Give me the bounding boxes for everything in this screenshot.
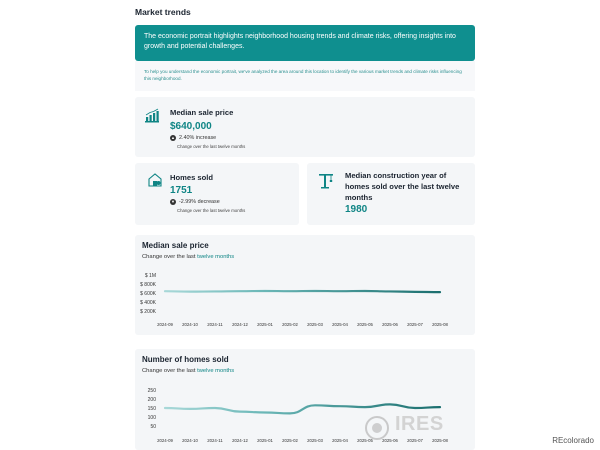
median-price-line-chart: [135, 235, 475, 335]
sold-x-tick-label: 2025-06: [382, 438, 398, 443]
sold-y-tick-label: 50: [150, 423, 156, 430]
price-x-tick-label: 2025-02: [282, 322, 298, 327]
median-price-sub: Change over the last twelve months: [177, 144, 246, 149]
median-price-chart-title: Median sale price: [142, 241, 209, 250]
sold-x-tick-label: 2024-10: [182, 438, 198, 443]
price-y-tick-label: $ 1M: [144, 272, 156, 279]
sold-x-tick-label: 2025-04: [332, 438, 348, 443]
sold-x-tick-label: 2025-07: [407, 438, 423, 443]
price-x-tick-label: 2024-11: [207, 322, 223, 327]
price-x-tick-label: 2025-04: [332, 322, 348, 327]
sold-x-tick-label: 2025-02: [282, 438, 298, 443]
homes-sold-change-text: -2.99% decrease: [179, 199, 220, 205]
homes-sold-chart-sub-accent: twelve months: [197, 368, 235, 374]
median-price-chart-sub-prefix: Change over the last: [142, 254, 198, 260]
price-y-tick-label: $ 800K: [140, 281, 156, 288]
homes-sold-label: Homes sold: [170, 173, 214, 182]
homes-sold-chart-title: Number of homes sold: [142, 355, 229, 364]
price-x-tick-label: 2025-01: [257, 322, 273, 327]
sold-x-tick-label: 2025-08: [432, 438, 448, 443]
homes-sold-sub: Change over the last twelve months: [177, 208, 246, 213]
median-price-chart-sub-accent: twelve months: [197, 254, 235, 260]
credit-text: REcolorado: [552, 436, 594, 445]
info-banner: The economic portrait highlights neighborhood housing trends and climate risks, offering insights into growth and potential challenges.: [135, 25, 475, 61]
sold-x-tick-label: 2024-12: [232, 438, 248, 443]
construction-year-label-3: months: [345, 193, 373, 202]
median-price-chart-card: [135, 235, 475, 335]
trend-down-icon: ▼: [171, 199, 175, 204]
section-title: Market trends: [135, 7, 191, 17]
homes-sold-chart-sub-prefix: Change over the last: [142, 368, 198, 374]
price-x-tick-label: 2025-06: [382, 322, 398, 327]
ires-watermark: [365, 412, 480, 440]
crane-icon: [318, 171, 334, 189]
price-y-tick-label: $ 400K: [140, 299, 156, 306]
trend-up-icon: ▲: [171, 135, 175, 140]
construction-year-label-2: homes sold over the last twelve: [345, 182, 460, 191]
sold-x-tick-label: 2025-01: [257, 438, 273, 443]
price-x-tick-label: 2025-05: [357, 322, 373, 327]
sold-y-tick-label: 200: [147, 396, 156, 403]
construction-year-label-1: Median construction year of: [345, 171, 447, 180]
ires-logo-icon: [365, 416, 389, 440]
median-price-card: [135, 97, 475, 157]
price-x-tick-label: 2024-09: [157, 322, 173, 327]
construction-year-card: [307, 163, 475, 225]
price-x-tick-label: 2024-10: [182, 322, 198, 327]
ires-watermark-text: IRES: [395, 413, 444, 435]
bar-chart-icon: [144, 108, 160, 124]
median-price-change: [170, 135, 216, 141]
intro-text: To help you understand the economic portrait, we've analyzed the area around this location to identify the various market trends and climate risks influencing this neighborhood.: [135, 61, 475, 91]
sold-x-tick-label: 2024-09: [157, 438, 173, 443]
median-price-label: Median sale price: [170, 108, 234, 117]
price-series-line: [165, 291, 440, 292]
sold-y-tick-label: 100: [147, 414, 156, 421]
sold-y-tick-label: 150: [147, 405, 156, 412]
price-x-tick-label: 2025-03: [307, 322, 323, 327]
price-y-tick-label: $ 200K: [140, 308, 156, 315]
construction-year-value: 1980: [345, 204, 368, 215]
house-tag-icon: [147, 172, 163, 188]
median-price-change-text: 2.40% increase: [179, 135, 217, 141]
sold-x-tick-label: 2024-11: [207, 438, 223, 443]
price-x-tick-label: 2025-08: [432, 322, 448, 327]
homes-sold-card: [135, 163, 299, 225]
homes-sold-value: 1751: [170, 185, 193, 196]
price-y-tick-label: $ 600K: [140, 290, 156, 297]
sold-x-tick-label: 2025-03: [307, 438, 323, 443]
sold-y-tick-label: 250: [147, 387, 156, 394]
price-x-tick-label: 2024-12: [232, 322, 248, 327]
median-price-value: $640,000: [170, 121, 212, 132]
price-x-tick-label: 2025-07: [407, 322, 423, 327]
sold-x-tick-label: 2025-05: [357, 438, 373, 443]
homes-sold-change: [170, 199, 220, 205]
